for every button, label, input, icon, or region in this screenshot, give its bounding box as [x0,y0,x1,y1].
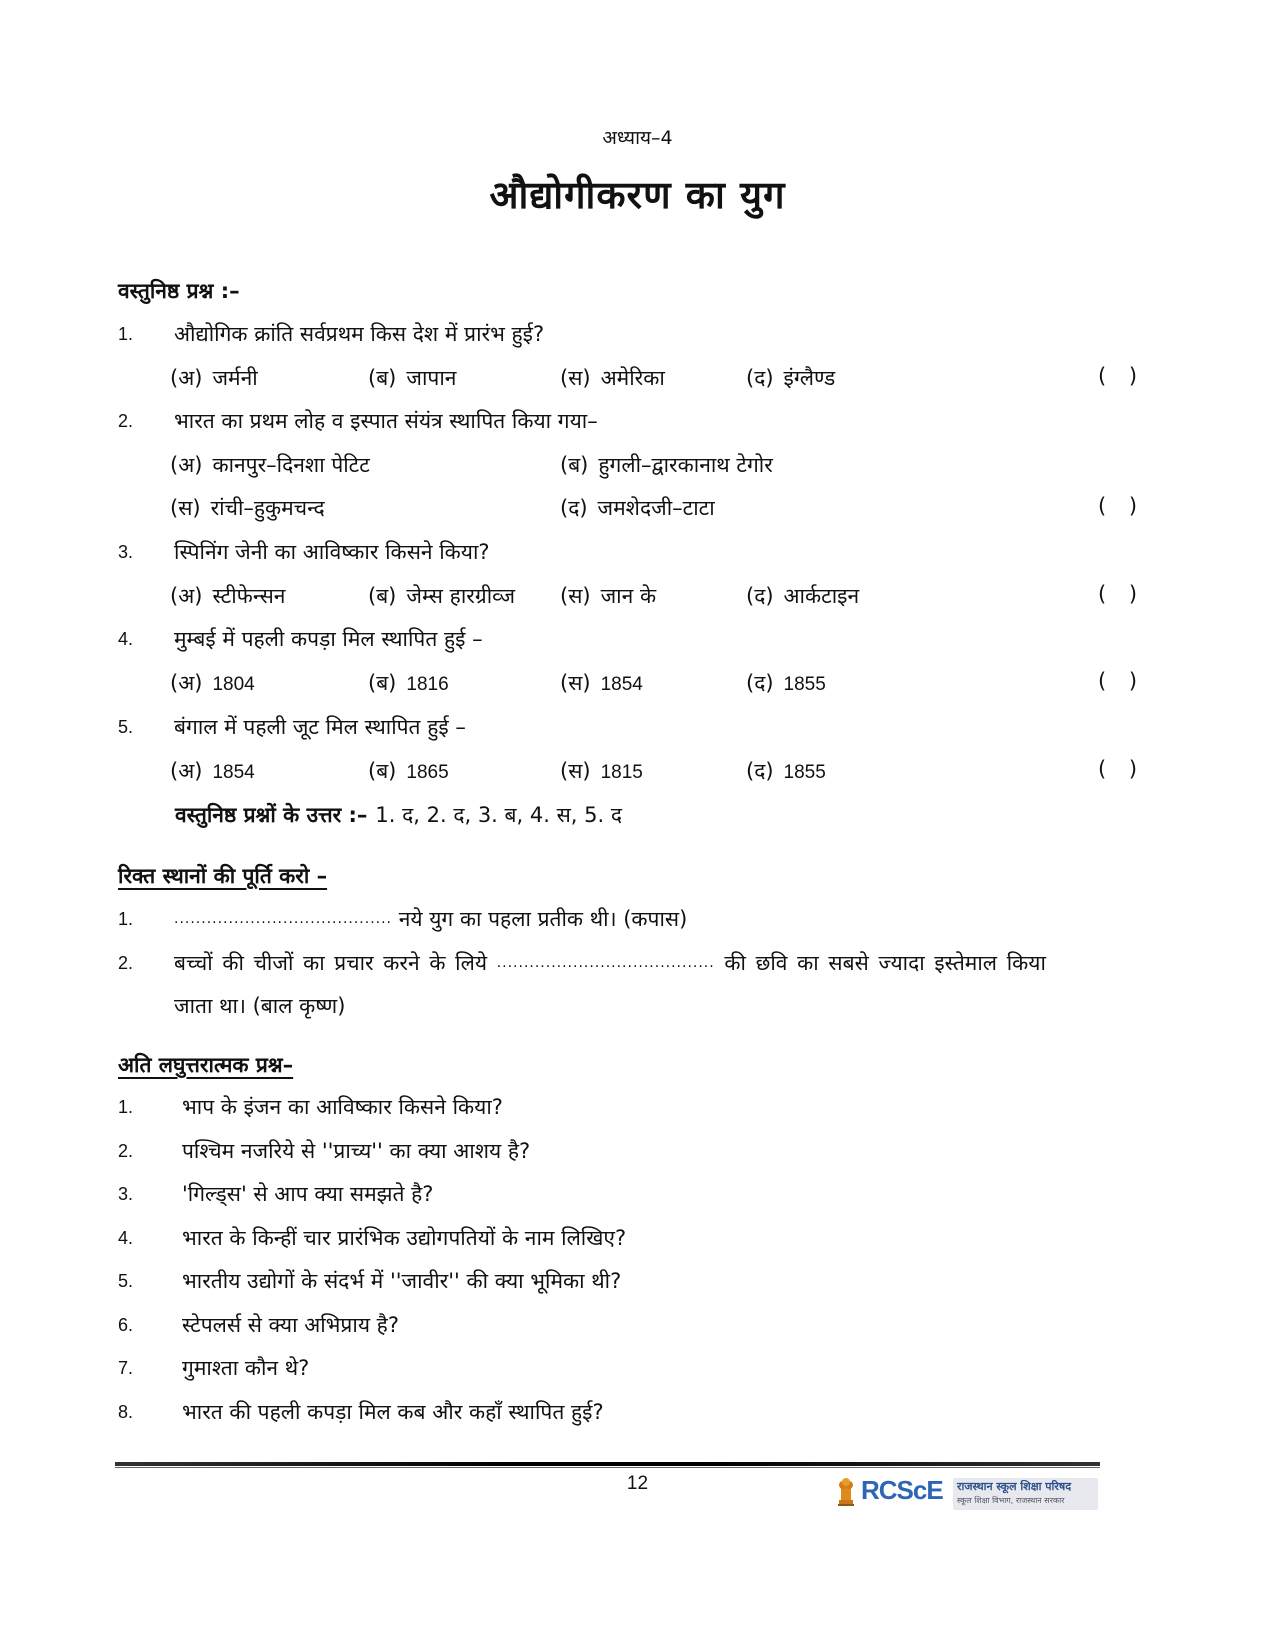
question-text: मुम्बई में पहली कपड़ा मिल स्थापित हुई – [174,627,483,651]
answer-bracket: ( ) [1098,757,1146,781]
question-text: बंगाल में पहली जूट मिल स्थापित हुई – [174,715,466,739]
option-b [368,364,456,392]
fill-blank-item-2-cont [118,992,1158,1032]
option-d [746,669,826,697]
logo-mark: RCScE [861,1475,943,1505]
question-text: भारतीय उद्योगों के संदर्भ में ''जावीर'' की क्या भूमिका थी? [182,1269,622,1293]
fill-blanks-heading-text: रिक्त स्थानों की पूर्ति करो – [118,864,328,888]
option-d [560,494,715,522]
option-a [170,757,255,785]
option-c [560,364,665,392]
option-a [170,451,370,479]
question-number: 8. [118,1402,134,1422]
question-number: 7. [118,1358,134,1378]
option-value: जापान [406,366,457,390]
option-value: 1816 [406,674,449,695]
item-text-after: की छवि का सबसे ज्यादा इस्तेमाल किया [724,951,1046,975]
objective-options-2a [118,451,1158,491]
option-label: (ब) [368,759,397,783]
option-label: (स) [560,584,591,608]
option-label: (स) [560,671,591,695]
question-number: 2. [118,411,134,431]
option-c [560,669,643,697]
objective-question-1 [118,320,1158,360]
option-value: आर्कटाइन [783,584,860,608]
objective-heading: वस्तुनिष्ठ प्रश्न :– [118,279,240,303]
option-d [746,364,835,392]
very-short-question-8 [118,1398,1158,1438]
answer-bracket: ( ) [1098,582,1146,606]
item-text [174,949,1046,977]
option-value: 1854 [212,762,255,783]
option-label: (द) [746,759,774,783]
option-value: अमेरिका [600,366,665,390]
chapter-title: औद्योगीकरण का युग [489,173,786,217]
question-number: 3. [118,1184,134,1204]
rcsce-logo [835,1470,1100,1514]
item-text-continued: जाता था। (बाल कृष्ण) [174,994,346,1018]
answer-bracket: ( ) [1098,494,1146,518]
item-text [174,905,687,933]
question-number: 2. [118,1141,134,1161]
option-value: जेम्स हारग्रीव्ज [406,584,516,608]
objective-options-4 [118,669,1158,709]
objective-options-3 [118,582,1158,622]
very-short-question-6 [118,1311,1158,1351]
option-c [560,582,656,610]
option-label: (अ) [170,366,203,390]
answers-label: वस्तुनिष्ठ प्रश्नों के उत्तर :– [175,803,368,827]
question-number: 4. [118,1228,134,1248]
option-value: रांची–हुकुमचन्द [210,496,325,520]
question-text: पश्चिम नजरिये से ''प्राच्य'' का क्या आशय है? [182,1139,531,1163]
item-number: 2. [118,953,134,973]
question-number: 6. [118,1315,134,1335]
question-text: भारत के किन्हीं चार प्रारंभिक उद्योगपतियों के नाम लिखिए? [182,1226,627,1250]
option-value: जान के [600,584,657,608]
item-text-before: बच्चों की चीजों का प्रचार करने के लिये [174,951,488,975]
question-text: स्टेपलर्स से क्या अभिप्राय है? [182,1313,399,1337]
question-text: भारत की पहली कपड़ा मिल कब और कहाँ स्थापित हुई? [182,1400,604,1424]
option-label: (अ) [170,759,203,783]
option-value: 1855 [783,674,826,695]
option-value: जमशेदजी–टाटा [597,496,715,520]
objective-question-5 [118,713,1158,753]
question-text: स्पिनिंग जेनी का आविष्कार किसने किया? [174,540,490,564]
question-number: 5. [118,717,134,737]
very-short-question-2 [118,1137,1158,1177]
option-label: (द) [560,496,588,520]
answer-bracket: ( ) [1098,669,1146,693]
option-label: (ब) [368,366,397,390]
objective-options-5 [118,757,1158,797]
option-value: 1865 [406,762,449,783]
question-number: 3. [118,542,134,562]
option-a [170,364,258,392]
objective-options-2b [118,494,1158,534]
fill-blank-item-1 [118,905,1158,945]
option-value: इंग्लैण्ड [783,366,836,390]
option-label: (अ) [170,453,203,477]
option-label: (अ) [170,584,203,608]
question-text: 'गिल्ड्स' से आप क्या समझते है? [182,1182,434,1206]
fill-blanks-heading [118,862,327,890]
very-short-question-4 [118,1224,1158,1264]
option-label: (द) [746,584,774,608]
option-label: (ब) [560,453,589,477]
question-text: भाप के इंजन का आविष्कार किसने किया? [182,1095,503,1119]
very-short-question-1 [118,1093,1158,1133]
very-short-question-3 [118,1180,1158,1220]
objective-question-4 [118,625,1158,665]
question-number: 1. [118,1097,134,1117]
option-label: (अ) [170,671,203,695]
option-value: जर्मनी [212,366,258,390]
answer-bracket: ( ) [1098,364,1146,388]
very-short-heading [118,1051,293,1079]
option-c [560,757,643,785]
footer-rule-thin [115,1467,1100,1468]
question-text: गुमाश्ता कौन थे? [182,1356,310,1380]
option-value: 1815 [600,762,643,783]
very-short-question-5 [118,1267,1158,1307]
question-text: भारत का प्रथम लोह व इस्पात संयंत्र स्थापित किया गया– [174,409,598,433]
option-label: (द) [746,366,774,390]
objective-question-2 [118,407,1158,447]
option-c [170,494,325,522]
question-number: 4. [118,629,134,649]
option-label: (स) [170,496,201,520]
option-value: कानपुर–दिनशा पेटिट [212,453,370,477]
chapter-label: अध्याय–4 [602,127,673,149]
objective-answers [175,801,622,829]
option-label: (ब) [368,671,397,695]
very-short-question-7 [118,1354,1158,1394]
option-value: स्टीफेन्सन [212,584,286,608]
item-number: 1. [118,909,134,929]
option-d [746,582,859,610]
answers-text: 1. द, 2. द, 3. ब, 4. स, 5. द [375,803,622,827]
option-b [368,669,449,697]
footer-rule [115,1462,1100,1466]
option-d [746,757,826,785]
objective-question-3 [118,538,1158,578]
item-text-after: नये युग का पहला प्रतीक थी। (कपास) [398,907,688,931]
question-number: 1. [118,324,134,344]
logo-line-2: स्कूल शिक्षा विभाग, राजस्थान सरकार [957,1496,1065,1505]
option-label: (ब) [368,584,397,608]
logo-line-1: राजस्थान स्कूल शिक्षा परिषद [957,1480,1072,1493]
blank-line: ........................................ [174,911,393,927]
question-text: औद्योगिक क्रांति सर्वप्रथम किस देश में प्रारंभ हुई? [174,322,545,346]
logo-text-box [953,1478,1098,1510]
option-value: 1804 [212,674,255,695]
option-label: (द) [746,671,774,695]
question-number: 5. [118,1271,134,1291]
page-number: 12 [626,1473,649,1494]
option-b [368,582,515,610]
state-emblem-icon [835,1474,857,1508]
objective-options-1 [118,364,1158,404]
option-b [368,757,449,785]
option-label: (स) [560,759,591,783]
option-label: (स) [560,366,591,390]
option-a [170,669,255,697]
blank-line: ........................................ [496,955,715,971]
option-value: 1855 [783,762,826,783]
option-value: 1854 [600,674,643,695]
option-value: हुगली–द्वारकानाथ टेगोर [598,453,773,477]
fill-blank-item-2 [118,949,1108,989]
option-b [560,451,773,479]
very-short-heading-text: अति लघुत्तरात्मक प्रश्न– [118,1053,294,1077]
option-a [170,582,285,610]
